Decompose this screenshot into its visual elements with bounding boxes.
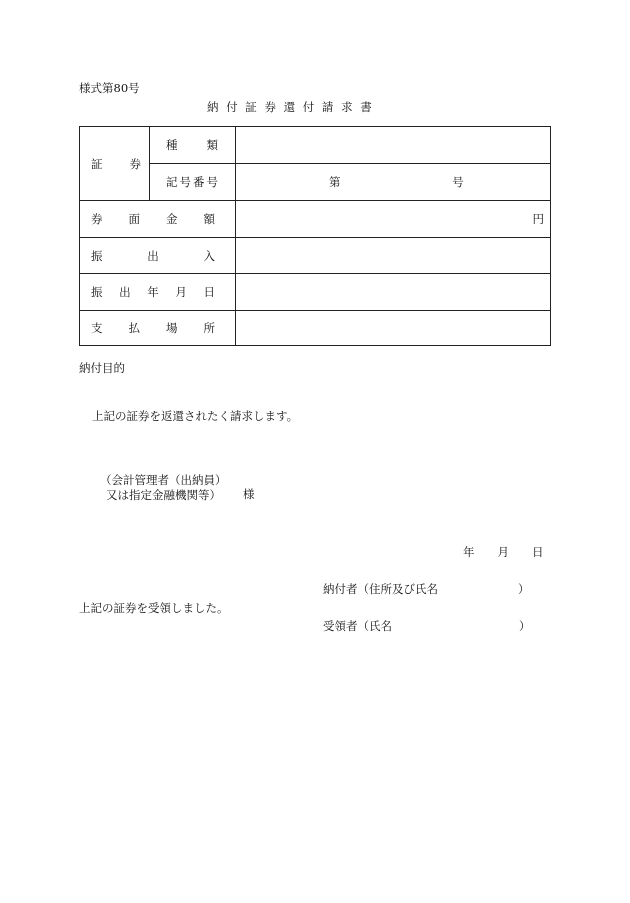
issuer-label-char: 入 (203, 248, 215, 263)
purpose-label: 納付目的 (79, 361, 125, 375)
payment-place-label-cell (80, 311, 236, 346)
serial-value-cell[interactable] (236, 164, 551, 201)
addressee-line2: 又は指定金融機関等） (106, 488, 221, 502)
document-title: 納 付 証 券 還 付 請 求 書 (207, 100, 374, 114)
date-line (463, 544, 544, 560)
face-value-label-char: 面 (128, 212, 140, 226)
face-value-label-char: 金 (166, 212, 178, 226)
date-day: 日 (532, 545, 544, 559)
issue-date-label-char: 日 (203, 285, 215, 299)
type-value-cell[interactable] (236, 127, 551, 164)
payment-place-value-cell[interactable] (236, 311, 551, 346)
type-label-cell (150, 127, 236, 164)
date-year: 年 (463, 545, 475, 559)
receiver-label: 受領者（氏名 (323, 619, 392, 633)
addressee-line1: （会計管理者（出納員） (100, 473, 227, 487)
addressee-honorific: 様 (243, 487, 255, 501)
type-label-char: 種 (166, 138, 178, 152)
issuer-label-cell (80, 238, 236, 274)
face-value-label-cell (80, 201, 236, 238)
issue-date-label-char: 出 (119, 285, 131, 299)
serial-suffix: 号 (452, 175, 464, 189)
type-label-char: 類 (206, 138, 218, 152)
request-statement: 上記の証券を返還されたく請求します。 (92, 409, 299, 423)
payment-place-label-char: 場 (166, 321, 178, 335)
payment-place-label-char: 所 (203, 321, 215, 335)
payer-close: ） (518, 582, 530, 596)
face-value-label-char: 券 (91, 212, 103, 226)
receiver-line (323, 618, 531, 634)
securities-table (79, 126, 551, 346)
issue-date-label-char: 振 (91, 285, 103, 299)
issuer-label-char: 出 (147, 248, 159, 263)
face-value-label-char: 額 (203, 212, 215, 226)
issue-date-label-char: 年 (147, 285, 159, 299)
issuer-label-char: 振 (91, 248, 103, 263)
securities-header-cell (80, 127, 150, 201)
payer-line (323, 581, 530, 597)
issue-date-label-char: 月 (175, 285, 187, 299)
receiver-close: ） (519, 619, 531, 633)
securities-label-char: 証 (91, 156, 103, 171)
yen-unit: 円 (532, 212, 544, 226)
serial-prefix: 第 (329, 175, 341, 189)
receipt-statement: 上記の証券を受領しました。 (79, 601, 229, 615)
face-value-cell[interactable] (236, 201, 551, 238)
payer-label: 納付者（住所及び氏名 (323, 582, 438, 596)
issue-date-label-cell (80, 274, 236, 311)
issue-date-value-cell[interactable] (236, 274, 551, 311)
form-number: 様式第80号 (79, 81, 140, 95)
date-month: 月 (497, 545, 509, 559)
issuer-value-cell[interactable] (236, 238, 551, 274)
serial-label-cell (150, 164, 236, 201)
payment-place-label-char: 払 (128, 321, 140, 335)
securities-label-char: 券 (129, 156, 141, 171)
serial-number-label: 記号番号 (166, 175, 220, 189)
payment-place-label-char: 支 (91, 321, 103, 335)
